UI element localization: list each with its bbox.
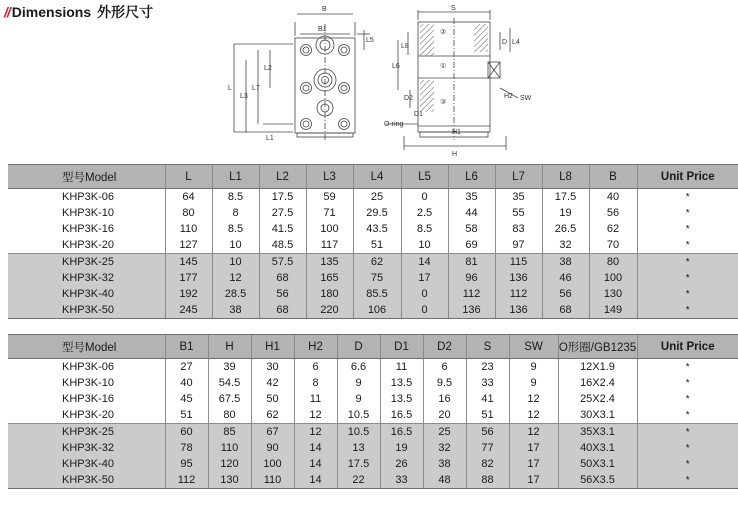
column-header: L8 (542, 165, 589, 189)
table-cell: 51 (466, 407, 509, 424)
table-cell: KHP3K-10 (62, 377, 114, 389)
table-cell: 39 (208, 359, 251, 376)
dim-label: L4 (512, 39, 520, 46)
table-row (8, 359, 738, 376)
table-cell: 130 (589, 286, 637, 302)
table-cell: 59 (306, 189, 353, 206)
table-cell: 28.5 (212, 286, 259, 302)
table-cell: 35 (448, 189, 495, 206)
table-cell: 110 (251, 472, 294, 489)
table-cell: 25X2.4 (558, 391, 637, 407)
table-row (8, 221, 738, 237)
table-cell: 13.5 (380, 391, 423, 407)
table-cell: 43.5 (353, 221, 401, 237)
table-cell: 14 (401, 254, 448, 271)
table-cell: 112 (165, 472, 208, 489)
table-cell: KHP3K-06 (62, 361, 114, 373)
table-cell: 8.5 (401, 221, 448, 237)
table-cell: 149 (589, 302, 637, 319)
column-header: SW (509, 335, 558, 359)
column-header: H2 (294, 335, 337, 359)
table-row (8, 375, 738, 391)
table-cell: 120 (208, 456, 251, 472)
table-cell: 82 (466, 456, 509, 472)
title-accent: // (4, 4, 10, 20)
table-cell: 17 (509, 456, 558, 472)
table-cell: 8.5 (212, 189, 259, 206)
table-cell: KHP3K-10 (62, 207, 114, 219)
column-header: H1 (251, 335, 294, 359)
table-cell: 97 (495, 237, 542, 254)
table-cell: 19 (542, 205, 589, 221)
table-cell: 25 (423, 424, 466, 441)
table-cell: 33 (380, 472, 423, 489)
table-cell: 38 (542, 254, 589, 271)
table-cell: KHP3K-16 (62, 223, 114, 235)
table-cell: 192 (165, 286, 212, 302)
table-cell: 55 (495, 205, 542, 221)
table-cell: 56 (466, 424, 509, 441)
table-cell: * (637, 221, 738, 237)
table-cell: 12 (509, 424, 558, 441)
table-cell: 80 (589, 254, 637, 271)
table-cell: 35 (495, 189, 542, 206)
table-cell: 8 (212, 205, 259, 221)
dim-label: S (451, 5, 456, 12)
table-cell: 60 (165, 424, 208, 441)
table-cell: 9.5 (423, 375, 466, 391)
table-cell: 35X3.1 (558, 424, 637, 441)
table-row (8, 472, 738, 489)
table-cell: 12 (212, 270, 259, 286)
table-cell: 11 (294, 391, 337, 407)
dim-label: L (228, 85, 232, 92)
column-header: Unit Price (637, 165, 738, 189)
front-view (234, 14, 370, 140)
table-cell: 78 (165, 440, 208, 456)
table-cell: 50 (251, 391, 294, 407)
table-cell: 95 (165, 456, 208, 472)
dim-label: SW (520, 95, 532, 102)
table-cell: 112 (495, 286, 542, 302)
dim-label: L3 (240, 93, 248, 100)
table-cell: 62 (251, 407, 294, 424)
table-cell: * (637, 205, 738, 221)
table-cell: 68 (259, 270, 306, 286)
dim-label: D (502, 39, 508, 46)
table-cell: 0 (401, 302, 448, 319)
table-cell: 85.5 (353, 286, 401, 302)
table-cell: 165 (306, 270, 353, 286)
dimension-drawing (0, 0, 738, 160)
table-cell: 32 (542, 237, 589, 254)
table-cell: 17.5 (259, 189, 306, 206)
table-cell: 57.5 (259, 254, 306, 271)
table-cell: 13 (337, 440, 380, 456)
table-cell: 136 (448, 302, 495, 319)
column-header: L6 (448, 165, 495, 189)
table-cell: * (637, 286, 738, 302)
table-cell: 56 (589, 205, 637, 221)
column-header: L5 (401, 165, 448, 189)
table-cell: * (637, 424, 738, 441)
table-cell: 115 (495, 254, 542, 271)
table-cell: 9 (509, 375, 558, 391)
table-cell: 64 (165, 189, 212, 206)
table-row (8, 254, 738, 271)
table-row (8, 205, 738, 221)
dim-label: L8 (401, 43, 409, 50)
table-cell: KHP3K-16 (62, 393, 114, 405)
title-text-cn: 外形尺寸 (97, 4, 154, 20)
table-row (8, 456, 738, 472)
table-cell: 70 (589, 237, 637, 254)
table-cell: 12 (509, 391, 558, 407)
column-header: L2 (259, 165, 306, 189)
table-cell: 12X1.9 (558, 359, 637, 376)
table-cell: KHP3K-40 (8, 456, 165, 472)
dim-label: L6 (392, 63, 400, 70)
table-cell: 22 (337, 472, 380, 489)
table-cell: 127 (165, 237, 212, 254)
column-header: S (466, 335, 509, 359)
table-cell: 106 (353, 302, 401, 319)
table-cell: 51 (353, 237, 401, 254)
table-cell: 56X3.5 (558, 472, 637, 489)
table-cell: 85 (208, 424, 251, 441)
table-cell: 12 (294, 407, 337, 424)
column-header: 型号Model (8, 165, 165, 189)
table-cell: 17.5 (542, 189, 589, 206)
table-cell: KHP3K-25 (8, 254, 165, 271)
table-cell: 23 (466, 359, 509, 376)
table-cell: 6.6 (337, 359, 380, 376)
table-cell: 0 (401, 189, 448, 206)
dim-label: B (322, 6, 327, 13)
column-header: D1 (380, 335, 423, 359)
table-cell: 88 (466, 472, 509, 489)
table-cell: 40X3.1 (558, 440, 637, 456)
table-cell: 180 (306, 286, 353, 302)
table-row (8, 440, 738, 456)
dim-label: O-ring (384, 121, 404, 128)
table-cell: 10 (401, 237, 448, 254)
table-cell: 10.5 (337, 407, 380, 424)
table-cell: 83 (495, 221, 542, 237)
table-cell: * (637, 391, 738, 407)
table-cell: 56 (259, 286, 306, 302)
table-cell: 77 (466, 440, 509, 456)
table-cell: 16.5 (380, 424, 423, 441)
table-cell: 27 (165, 359, 208, 376)
table-cell: 46 (542, 270, 589, 286)
table-cell: 13.5 (380, 375, 423, 391)
table-cell: 62 (589, 221, 637, 237)
dim-label: L1 (266, 135, 274, 142)
table-cell: 54.5 (208, 375, 251, 391)
dim-label: H1 (452, 129, 461, 136)
column-header: D (337, 335, 380, 359)
table-cell: 56 (542, 286, 589, 302)
table-cell: 80 (165, 205, 212, 221)
spec-table-1 (8, 164, 738, 319)
table-cell: 25 (353, 189, 401, 206)
table-cell: 62 (353, 254, 401, 271)
table-cell: 32 (423, 440, 466, 456)
table-cell: KHP3K-32 (8, 270, 165, 286)
table-cell: 40 (165, 375, 208, 391)
table-cell: 117 (306, 237, 353, 254)
table-cell: 130 (208, 472, 251, 489)
table-cell: KHP3K-20 (62, 239, 114, 251)
table-cell: KHP3K-50 (8, 302, 165, 319)
table-cell: 19 (380, 440, 423, 456)
table-cell: * (637, 375, 738, 391)
table-cell: * (637, 407, 738, 424)
dim-label: ② (440, 29, 447, 36)
table-cell: 71 (306, 205, 353, 221)
column-header: Unit Price (637, 335, 738, 359)
table-cell: 40 (589, 189, 637, 206)
column-header: B1 (165, 335, 208, 359)
table-cell: 68 (542, 302, 589, 319)
table-cell: 30X3.1 (558, 407, 637, 424)
table-cell: 12 (294, 424, 337, 441)
table-cell: 50X3.1 (558, 456, 637, 472)
table-cell: 220 (306, 302, 353, 319)
table-cell: * (637, 302, 738, 319)
table-cell: 45 (165, 391, 208, 407)
table-cell: 10 (212, 237, 259, 254)
table-cell: 51 (165, 407, 208, 424)
table-cell: 17 (401, 270, 448, 286)
table-cell: 14 (294, 456, 337, 472)
column-header: L3 (306, 165, 353, 189)
table-cell: 69 (448, 237, 495, 254)
table-cell: 67 (251, 424, 294, 441)
table-cell: 38 (212, 302, 259, 319)
table-cell: 58 (448, 221, 495, 237)
dim-label: L2 (264, 65, 272, 72)
table-cell: 8.5 (212, 221, 259, 237)
table-cell: 6 (294, 359, 337, 376)
table-cell: 41.5 (259, 221, 306, 237)
table-cell: * (637, 456, 738, 472)
column-header: D2 (423, 335, 466, 359)
table-cell: * (637, 237, 738, 254)
table-cell: 44 (448, 205, 495, 221)
table-cell: KHP3K-06 (62, 191, 114, 203)
table-cell: 48.5 (259, 237, 306, 254)
column-header: H (208, 335, 251, 359)
dim-label: H2 (504, 93, 513, 100)
table-cell: 16.5 (380, 407, 423, 424)
table-cell: 145 (165, 254, 212, 271)
table-cell: KHP3K-20 (62, 409, 114, 421)
table-cell: 2.5 (401, 205, 448, 221)
table-row (8, 302, 738, 319)
table-cell: 48 (423, 472, 466, 489)
dim-label: ③ (440, 99, 447, 106)
column-header: L1 (212, 165, 259, 189)
table-cell: 27.5 (259, 205, 306, 221)
column-header: B (589, 165, 637, 189)
table-cell: 112 (448, 286, 495, 302)
table-header-row (8, 165, 738, 189)
table-cell: 30 (251, 359, 294, 376)
table-cell: 33 (466, 375, 509, 391)
dim-label: D1 (414, 111, 423, 118)
dim-label: L5 (366, 37, 374, 44)
table-cell: 17 (509, 472, 558, 489)
column-header: 型号Model (8, 335, 165, 359)
table-cell: 12 (509, 407, 558, 424)
table-cell: KHP3K-32 (8, 440, 165, 456)
table-cell: 80 (208, 407, 251, 424)
column-header: O形圈/GB1235 (558, 335, 637, 359)
table-row (8, 270, 738, 286)
table-row (8, 407, 738, 424)
table-cell: 10 (212, 254, 259, 271)
table-cell: 9 (509, 359, 558, 376)
table-cell: 136 (495, 302, 542, 319)
table-row (8, 424, 738, 441)
table-cell: 68 (259, 302, 306, 319)
table-cell: 110 (165, 221, 212, 237)
dim-label: ① (440, 63, 447, 70)
table-cell: 9 (337, 375, 380, 391)
table-cell: 26.5 (542, 221, 589, 237)
table-cell: * (637, 440, 738, 456)
table-cell: 0 (401, 286, 448, 302)
table-cell: 136 (495, 270, 542, 286)
table-cell: 81 (448, 254, 495, 271)
table-cell: * (637, 472, 738, 489)
table-cell: KHP3K-50 (8, 472, 165, 489)
table-cell: 110 (208, 440, 251, 456)
table-cell: * (637, 359, 738, 376)
table-cell: * (637, 189, 738, 206)
table-cell: 26 (380, 456, 423, 472)
table-cell: 75 (353, 270, 401, 286)
table-cell: 16X2.4 (558, 375, 637, 391)
dim-label: H (452, 151, 458, 158)
table-cell: * (637, 270, 738, 286)
dim-label: B1 (318, 26, 327, 33)
table-cell: 42 (251, 375, 294, 391)
table-cell: 17.5 (337, 456, 380, 472)
dim-label: D2 (404, 95, 413, 102)
table-cell: 90 (251, 440, 294, 456)
table-cell: 41 (466, 391, 509, 407)
table-cell: 100 (589, 270, 637, 286)
column-header: L7 (495, 165, 542, 189)
table-cell: 9 (337, 391, 380, 407)
table-cell: 38 (423, 456, 466, 472)
table-row (8, 391, 738, 407)
table-cell: 100 (251, 456, 294, 472)
table-cell: 135 (306, 254, 353, 271)
table-row (8, 237, 738, 254)
table-cell: KHP3K-25 (8, 424, 165, 441)
table-row (8, 286, 738, 302)
table-cell: 6 (423, 359, 466, 376)
table-cell: 10.5 (337, 424, 380, 441)
table-cell: 67.5 (208, 391, 251, 407)
table-cell: 100 (306, 221, 353, 237)
column-header: L (165, 165, 212, 189)
dim-label: L7 (252, 85, 260, 92)
table-cell: 96 (448, 270, 495, 286)
table-row (8, 189, 738, 206)
table-cell: 16 (423, 391, 466, 407)
table-cell: 177 (165, 270, 212, 286)
table-header-row (8, 335, 738, 359)
table-cell: KHP3K-40 (8, 286, 165, 302)
table-cell: 14 (294, 440, 337, 456)
table-cell: 245 (165, 302, 212, 319)
table-cell: * (637, 254, 738, 271)
table-cell: 8 (294, 375, 337, 391)
table-cell: 17 (509, 440, 558, 456)
table-cell: 20 (423, 407, 466, 424)
table-cell: 11 (380, 359, 423, 376)
title-text: Dimensions (11, 4, 92, 20)
table-cell: 29.5 (353, 205, 401, 221)
table-cell: 14 (294, 472, 337, 489)
spec-table-2 (8, 334, 738, 489)
column-header: L4 (353, 165, 401, 189)
